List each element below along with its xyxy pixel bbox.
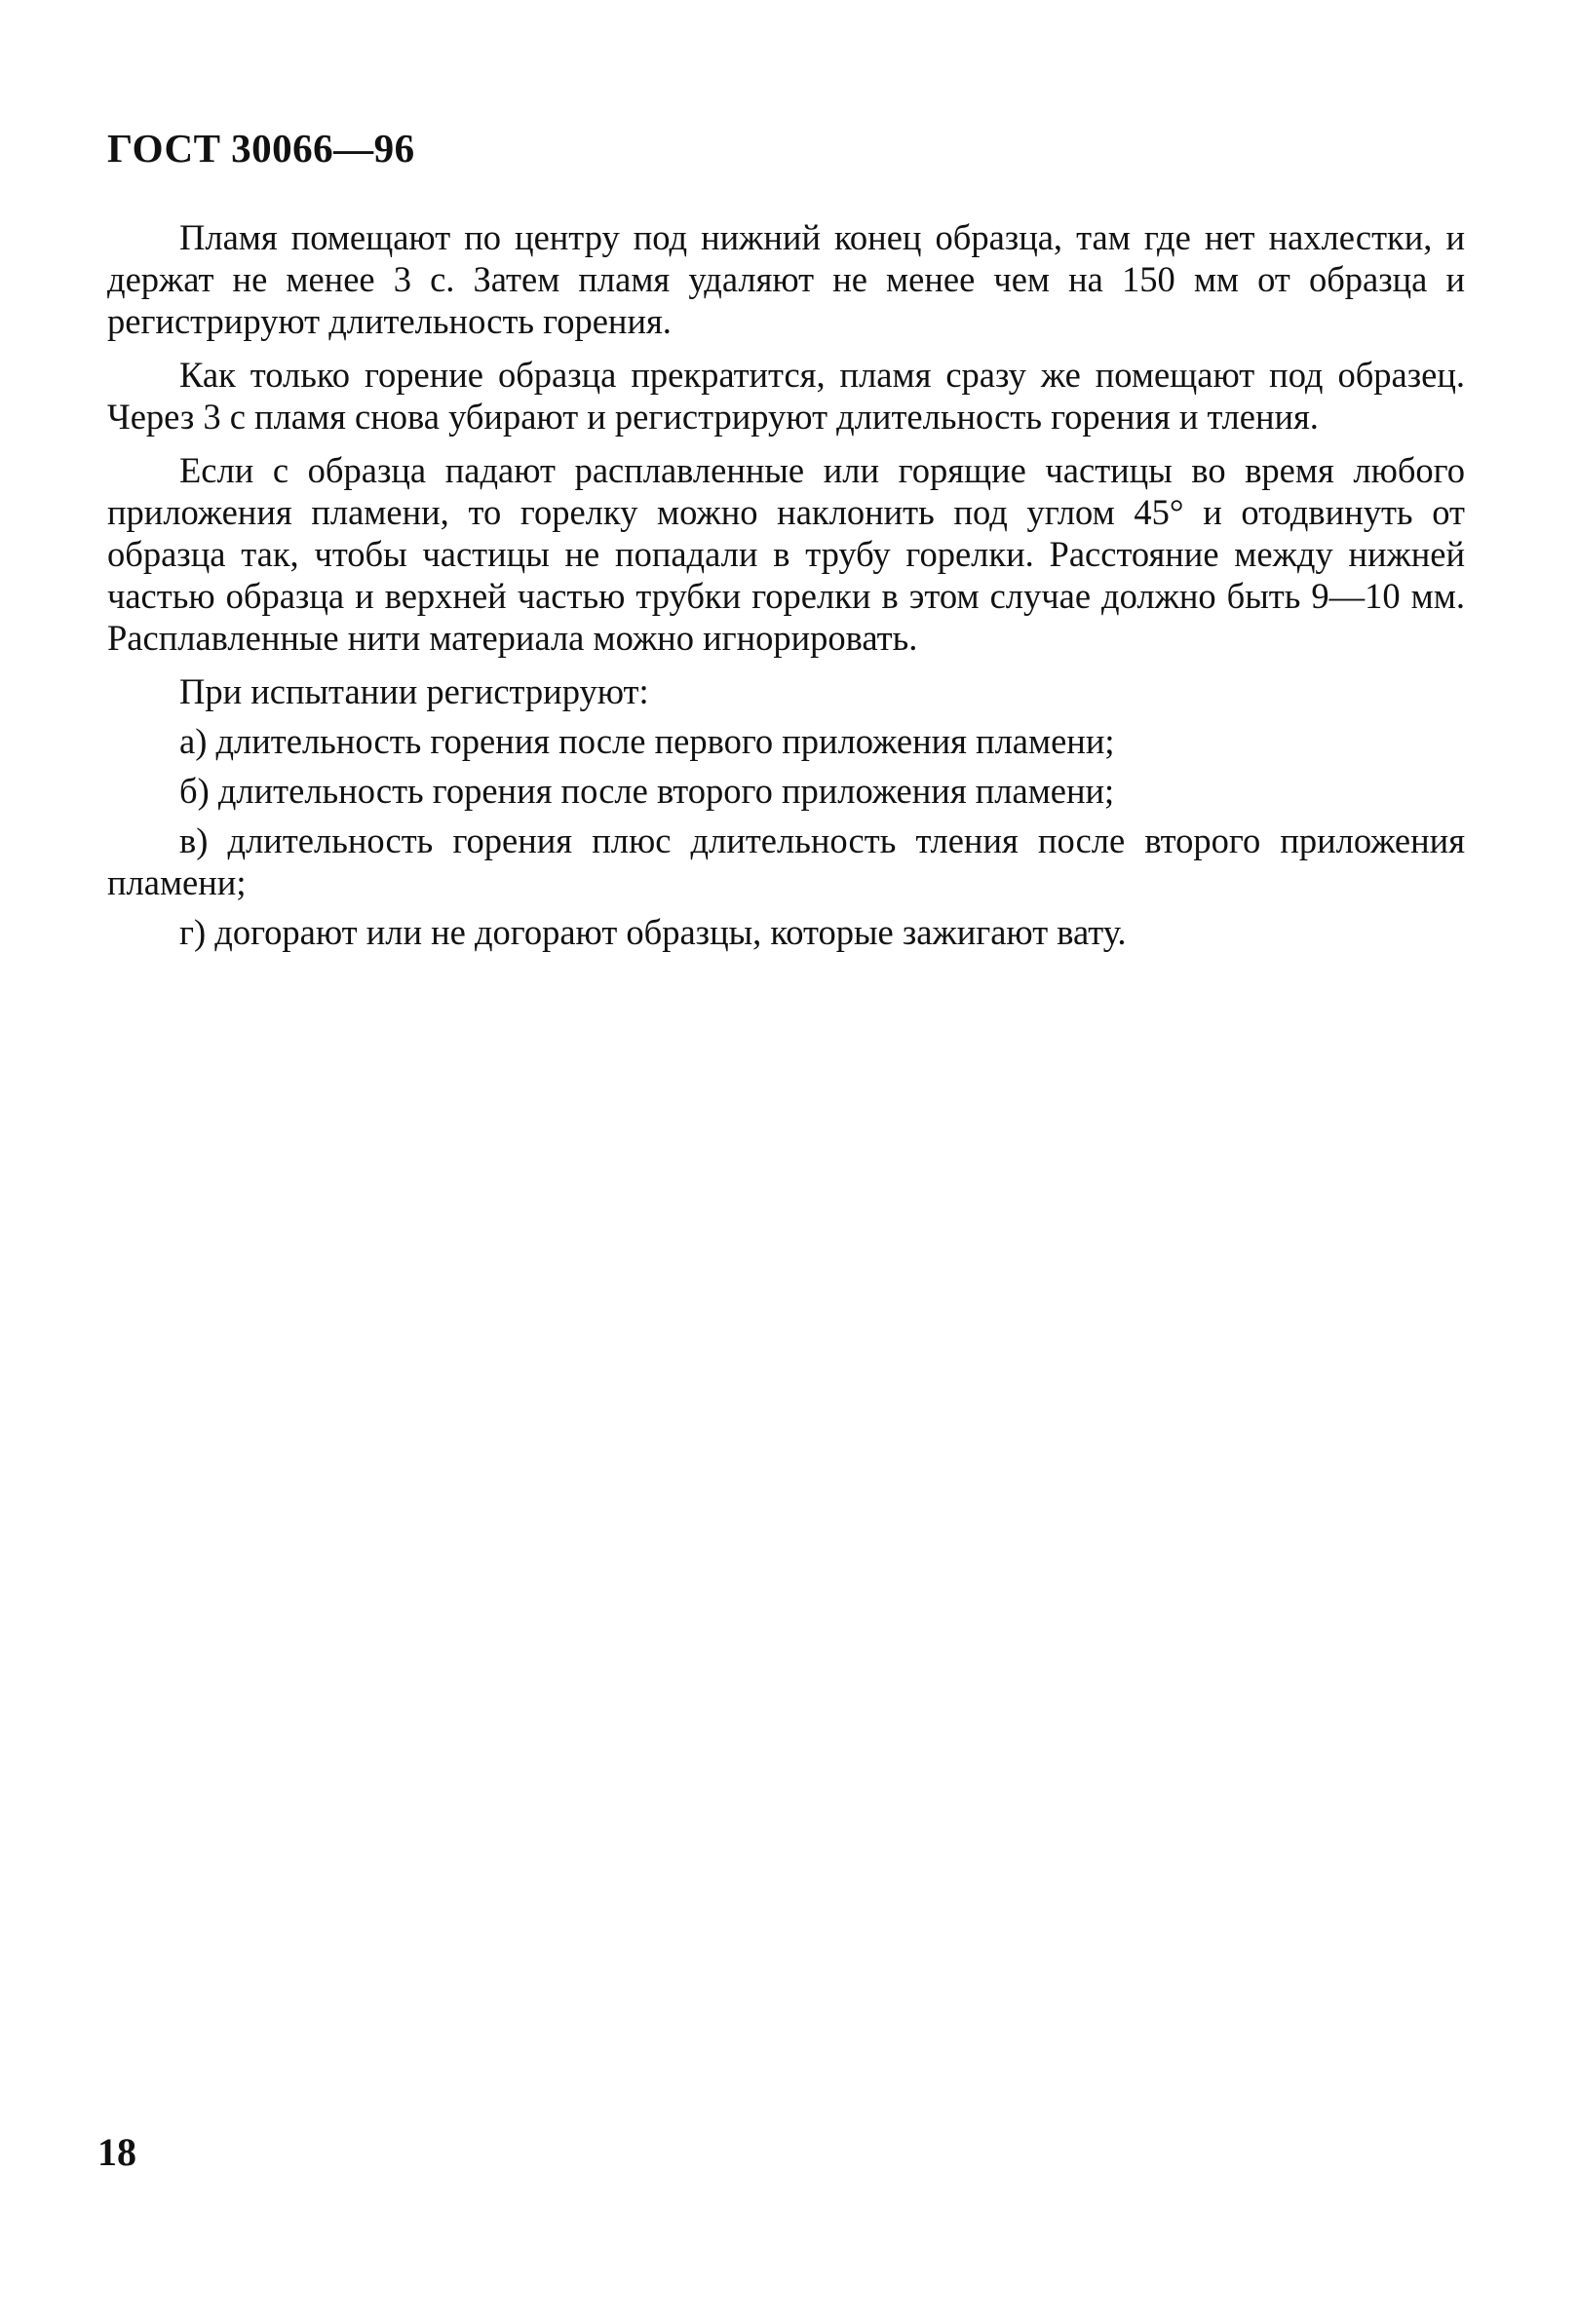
list-item-a: а) длительность горения после первого приложения пламени; bbox=[179, 721, 1115, 761]
paragraph-flame-placement: Пламя помещают по центру под нижний конец образца, там где нет нахлестки, и держат не менее 3 с. Затем пламя удаляют не менее чем на 150 мм от образца и регистрируют длительность горения. bbox=[107, 217, 1465, 341]
document-body bbox=[107, 216, 1465, 953]
list-item-d: г) догорают или не догорают образцы, которые зажигают вату. bbox=[179, 912, 1127, 952]
paragraph-molten-particles: Если с образца падают расплавленные или горящие частицы во время любого приложения пламени, то горелку можно наклонить под углом 45° и отодвинуть от образца так, чтобы частицы не попадали в трубу горелки. Расстояние между нижней частью образца и верхней частью трубки горелки в этом случае должно быть 9—10 мм. Расплавленные нити материала можно игнорировать. bbox=[107, 450, 1465, 658]
page-number: 18 bbox=[97, 2130, 136, 2174]
paragraph-recording-intro: При испытании регистрируют: bbox=[179, 671, 649, 711]
paragraph-flame-reapply: Как только горение образца прекратится, пламя сразу же помещают под образец. Через 3 с пламя снова убирают и регистрируют длительность горения и тления. bbox=[107, 355, 1465, 437]
document-header-code: ГОСТ 30066—96 bbox=[107, 126, 415, 171]
list-item-c: в) длительность горения плюс длительность тления после второго приложения пламени; bbox=[107, 820, 1465, 902]
list-item-b: б) длительность горения после второго приложения пламени; bbox=[179, 771, 1115, 811]
